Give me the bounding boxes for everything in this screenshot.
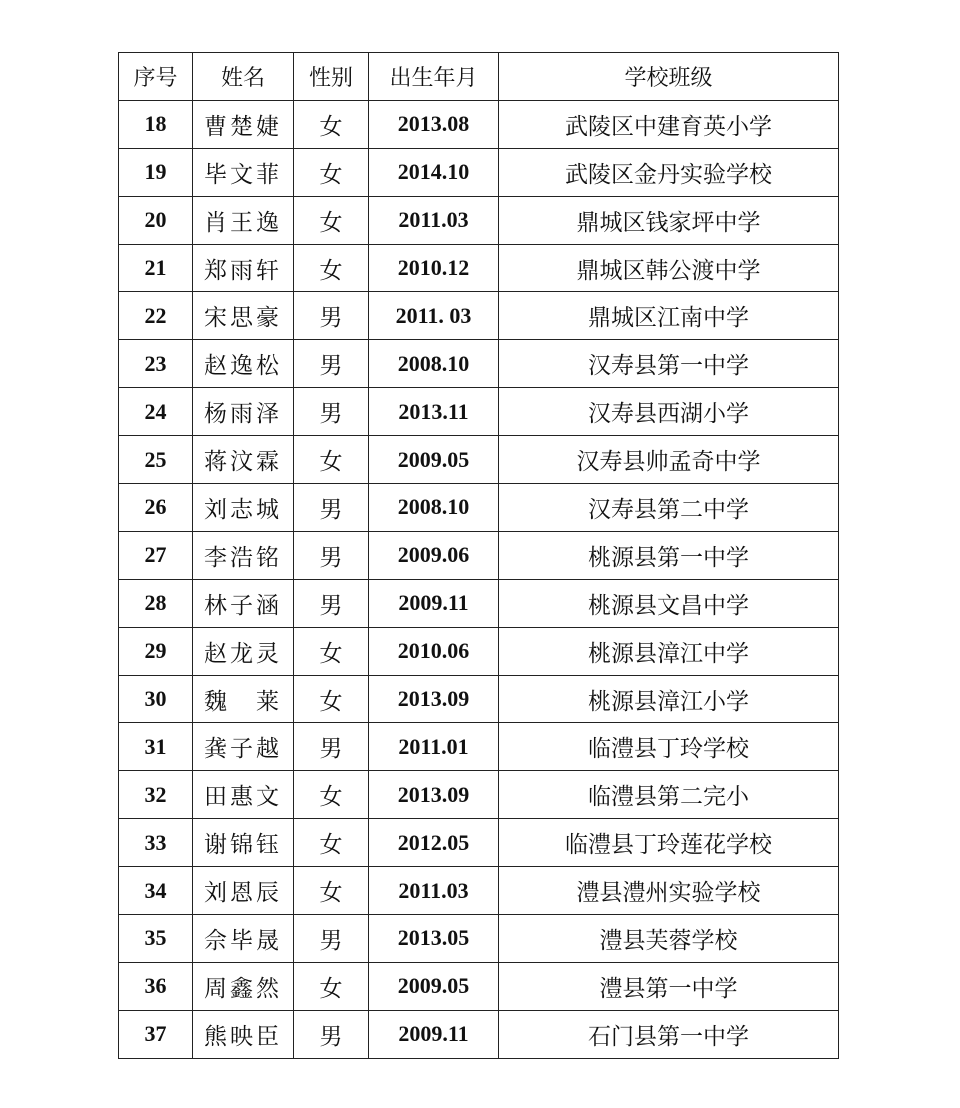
school-cell: 桃源县文昌中学 [499,579,839,627]
gender-cell: 女 [294,771,369,819]
name-cell: 郑雨轩 [193,244,294,292]
table-row [119,1010,839,1058]
birth-cell: 2008.10 [369,340,499,388]
index-cell: 23 [119,340,193,388]
gender-cell: 男 [294,915,369,963]
birth-cell: 2009.11 [369,579,499,627]
gender-cell: 男 [294,1010,369,1058]
table-row [119,484,839,532]
school-cell: 汉寿县第二中学 [499,484,839,532]
name-cell: 赵龙灵 [193,627,294,675]
gender-cell: 女 [294,675,369,723]
gender-cell: 女 [294,436,369,484]
table-row [119,867,839,915]
index-cell: 21 [119,244,193,292]
table-row [119,292,839,340]
table-row [119,723,839,771]
index-cell: 29 [119,627,193,675]
name-cell: 龚子越 [193,723,294,771]
name-cell: 赵逸松 [193,340,294,388]
name-cell: 刘志城 [193,484,294,532]
name-cell: 刘恩辰 [193,867,294,915]
gender-cell: 女 [294,100,369,148]
birth-cell: 2009.05 [369,962,499,1010]
table-row [119,388,839,436]
birth-cell: 2008.10 [369,484,499,532]
index-cell: 32 [119,771,193,819]
gender-cell: 男 [294,723,369,771]
table-row [119,627,839,675]
gender-cell: 男 [294,579,369,627]
header-row [119,53,839,101]
school-cell: 澧县澧州实验学校 [499,867,839,915]
school-cell: 临澧县丁玲学校 [499,723,839,771]
birth-cell: 2010.12 [369,244,499,292]
table-row [119,675,839,723]
table-row [119,915,839,963]
name-cell: 毕文菲 [193,148,294,196]
gender-cell: 女 [294,627,369,675]
gender-cell: 女 [294,148,369,196]
index-cell: 27 [119,531,193,579]
name-cell: 佘毕晟 [193,915,294,963]
name-cell: 杨雨泽 [193,388,294,436]
header-name: 姓名 [193,53,294,101]
table-row [119,771,839,819]
gender-cell: 女 [294,962,369,1010]
name-cell: 谢锦钰 [193,819,294,867]
index-cell: 30 [119,675,193,723]
birth-cell: 2012.05 [369,819,499,867]
birth-cell: 2014.10 [369,148,499,196]
student-list-table [118,52,839,1059]
birth-cell: 2013.09 [369,675,499,723]
birth-cell: 2011.03 [369,867,499,915]
school-cell: 鼎城区韩公渡中学 [499,244,839,292]
school-cell: 石门县第一中学 [499,1010,839,1058]
index-cell: 26 [119,484,193,532]
index-cell: 28 [119,579,193,627]
school-cell: 武陵区中建育英小学 [499,100,839,148]
school-cell: 鼎城区江南中学 [499,292,839,340]
table-row [119,436,839,484]
birth-cell: 2013.05 [369,915,499,963]
index-cell: 33 [119,819,193,867]
name-cell: 周鑫然 [193,962,294,1010]
name-cell: 魏 莱 [193,675,294,723]
birth-cell: 2010.06 [369,627,499,675]
index-cell: 22 [119,292,193,340]
school-cell: 临澧县丁玲莲花学校 [499,819,839,867]
table-row [119,100,839,148]
index-cell: 34 [119,867,193,915]
school-cell: 桃源县漳江中学 [499,627,839,675]
birth-cell: 2011.03 [369,196,499,244]
table-row [119,531,839,579]
birth-cell: 2013.09 [369,771,499,819]
school-cell: 汉寿县帅孟奇中学 [499,436,839,484]
index-cell: 19 [119,148,193,196]
birth-cell: 2011. 03 [369,292,499,340]
gender-cell: 女 [294,819,369,867]
school-cell: 桃源县第一中学 [499,531,839,579]
name-cell: 曹楚婕 [193,100,294,148]
name-cell: 蒋汶霖 [193,436,294,484]
name-cell: 肖王逸 [193,196,294,244]
header-school: 学校班级 [499,53,839,101]
school-cell: 鼎城区钱家坪中学 [499,196,839,244]
table-row [119,962,839,1010]
gender-cell: 男 [294,340,369,388]
table-row [119,196,839,244]
school-cell: 桃源县漳江小学 [499,675,839,723]
gender-cell: 男 [294,292,369,340]
index-cell: 24 [119,388,193,436]
index-cell: 25 [119,436,193,484]
school-cell: 临澧县第二完小 [499,771,839,819]
name-cell: 宋思豪 [193,292,294,340]
birth-cell: 2011.01 [369,723,499,771]
school-cell: 汉寿县西湖小学 [499,388,839,436]
school-cell: 武陵区金丹实验学校 [499,148,839,196]
index-cell: 18 [119,100,193,148]
name-cell: 林子涵 [193,579,294,627]
school-cell: 澧县芙蓉学校 [499,915,839,963]
table-row [119,148,839,196]
gender-cell: 女 [294,244,369,292]
header-gender: 性别 [294,53,369,101]
gender-cell: 女 [294,196,369,244]
gender-cell: 男 [294,531,369,579]
index-cell: 20 [119,196,193,244]
name-cell: 李浩铭 [193,531,294,579]
table-row [119,819,839,867]
school-cell: 澧县第一中学 [499,962,839,1010]
name-cell: 田惠文 [193,771,294,819]
birth-cell: 2013.08 [369,100,499,148]
school-cell: 汉寿县第一中学 [499,340,839,388]
index-cell: 31 [119,723,193,771]
birth-cell: 2013.11 [369,388,499,436]
index-cell: 36 [119,962,193,1010]
index-cell: 37 [119,1010,193,1058]
header-index: 序号 [119,53,193,101]
birth-cell: 2009.05 [369,436,499,484]
name-cell: 熊映臣 [193,1010,294,1058]
gender-cell: 男 [294,388,369,436]
header-birth: 出生年月 [369,53,499,101]
table-row [119,579,839,627]
birth-cell: 2009.06 [369,531,499,579]
gender-cell: 女 [294,867,369,915]
table-row [119,340,839,388]
gender-cell: 男 [294,484,369,532]
birth-cell: 2009.11 [369,1010,499,1058]
table-row [119,244,839,292]
index-cell: 35 [119,915,193,963]
